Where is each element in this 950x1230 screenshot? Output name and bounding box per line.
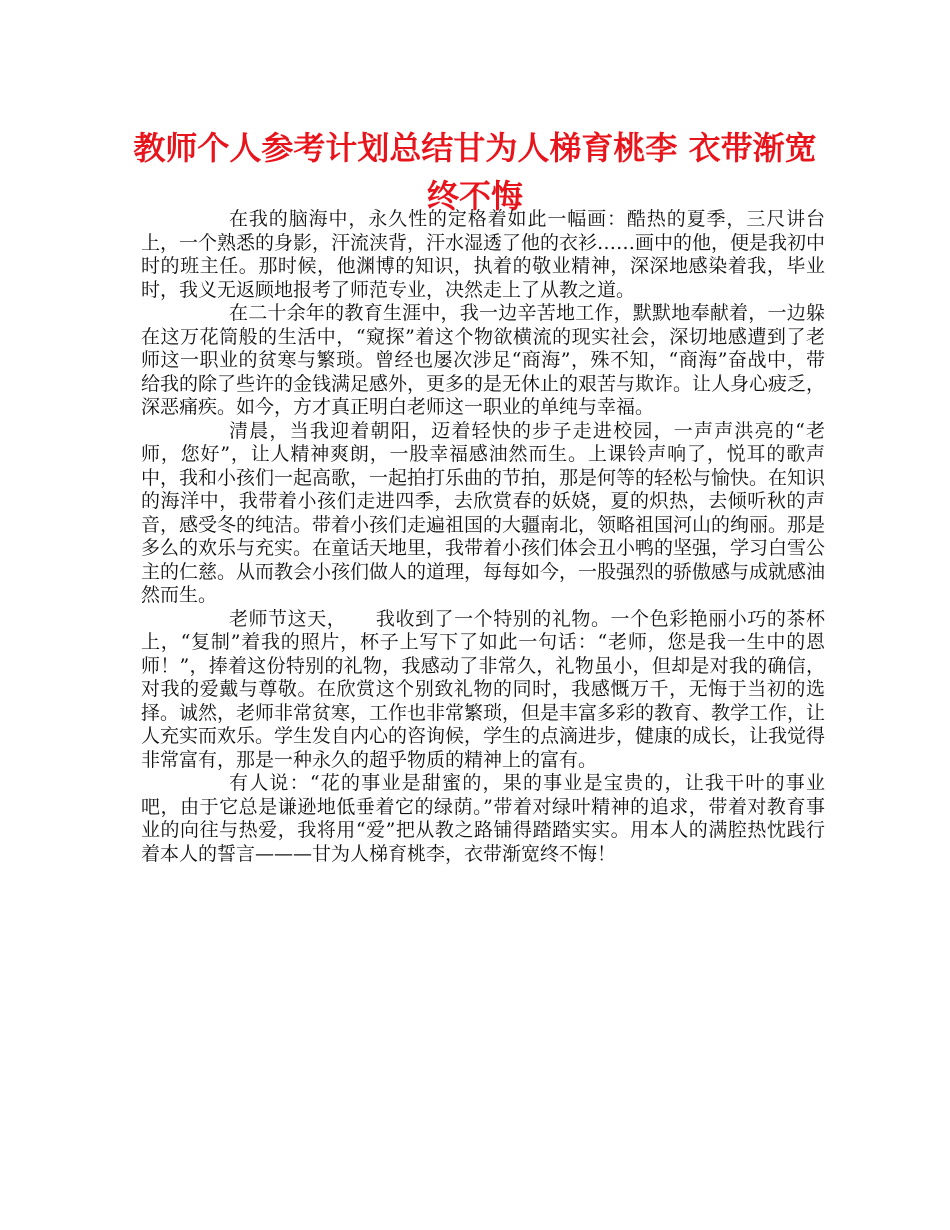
document-title: 教师个人参考计划总结甘为人梯育桃李 衣带渐宽终不悔 [133, 129, 817, 215]
paragraph-4: 老师节这天， 我收到了一个特别的礼物。一个色彩艳丽小巧的茶杯上，“复制”着我的照片，杯子上写下了如此一句话：“老师，您是我一生中的恩师！”，捧着这份特别的礼物，我感动了非常久，礼物虽小，但却是对我的确信，对我的爱戴与尊敬。在欣赏这个别致礼物的同时，我感慨万千，无悔于当初的选择。诚然，老师非常贫寒，工作也非常繁琐，但是丰富多彩的教育、教学工作，让人充实而欢乐。学生发自内心的咨询候，学生的点滴进步，健康的成长，让我觉得非常富有，那是一种永久的超乎物质的精神上的富有。 [141, 607, 826, 771]
document-body [141, 208, 825, 866]
paragraph-5: 有人说：“花的事业是甜蜜的，果的事业是宝贵的，让我干叶的事业吧，由于它总是谦逊地低垂着它的绿荫。”带着对绿叶精神的追求，带着对教育事业的向往与热爱，我将用“爱”把从教之路铺得踏踏实实。用本人的满腔热忱践行着本人的誓言———甘为人梯育桃李，衣带渐宽终不悔！ [141, 772, 825, 865]
paragraph-3: 清晨，当我迎着朝阳，迈着轻快的步子走进校园，一声声洪亮的“老师，您好”，让人精神爽朗，一股幸福感油然而生。上课铃声响了，悦耳的歌声中，我和小孩们一起高歌，一起拍打乐曲的节拍，那是何等的轻松与愉快。在知识的海洋中，我带着小孩们走进四季，去欣赏春的妖娆，夏的炽热，去倾听秋的声音，感受冬的纯洁。带着小孩们走遍祖国的大疆南北，领略祖国河山的绚丽。那是多么的欢乐与充实。在童话天地里，我带着小孩们体会丑小鸭的坚强，学习白雪公主的仁慈。从而教会小孩们做人的道理，每每如今，一股强烈的骄傲感与成就感油然而生。 [141, 419, 826, 606]
paragraph-2: 在二十余年的教育生涯中，我一边辛苦地工作，默默地奉献着，一边躲在这万花筒般的生活中，“窥探”着这个物欲横流的现实社会，深切地感遭到了老师这一职业的贫寒与繁琐。曾经也屡次涉足“商海”，殊不知，“商海”奋战中，带给我的除了些许的金钱满足感外，更多的是无休止的艰苦与欺诈。让人身心疲乏，深恶痛疾。如今，方才真正明白老师这一职业的单纯与幸福。 [141, 302, 826, 418]
paragraph-1: 在我的脑海中，永久性的定格着如此一幅画：酷热的夏季，三尺讲台上，一个熟悉的身影，汗流浃背，汗水湿透了他的衣衫……画中的他，便是我初中时的班主任。那时候，他渊博的知识，执着的敬业精神，深深地感染着我，毕业时，我义无返顾地报考了师范专业，决然走上了从教之道。 [141, 208, 826, 301]
